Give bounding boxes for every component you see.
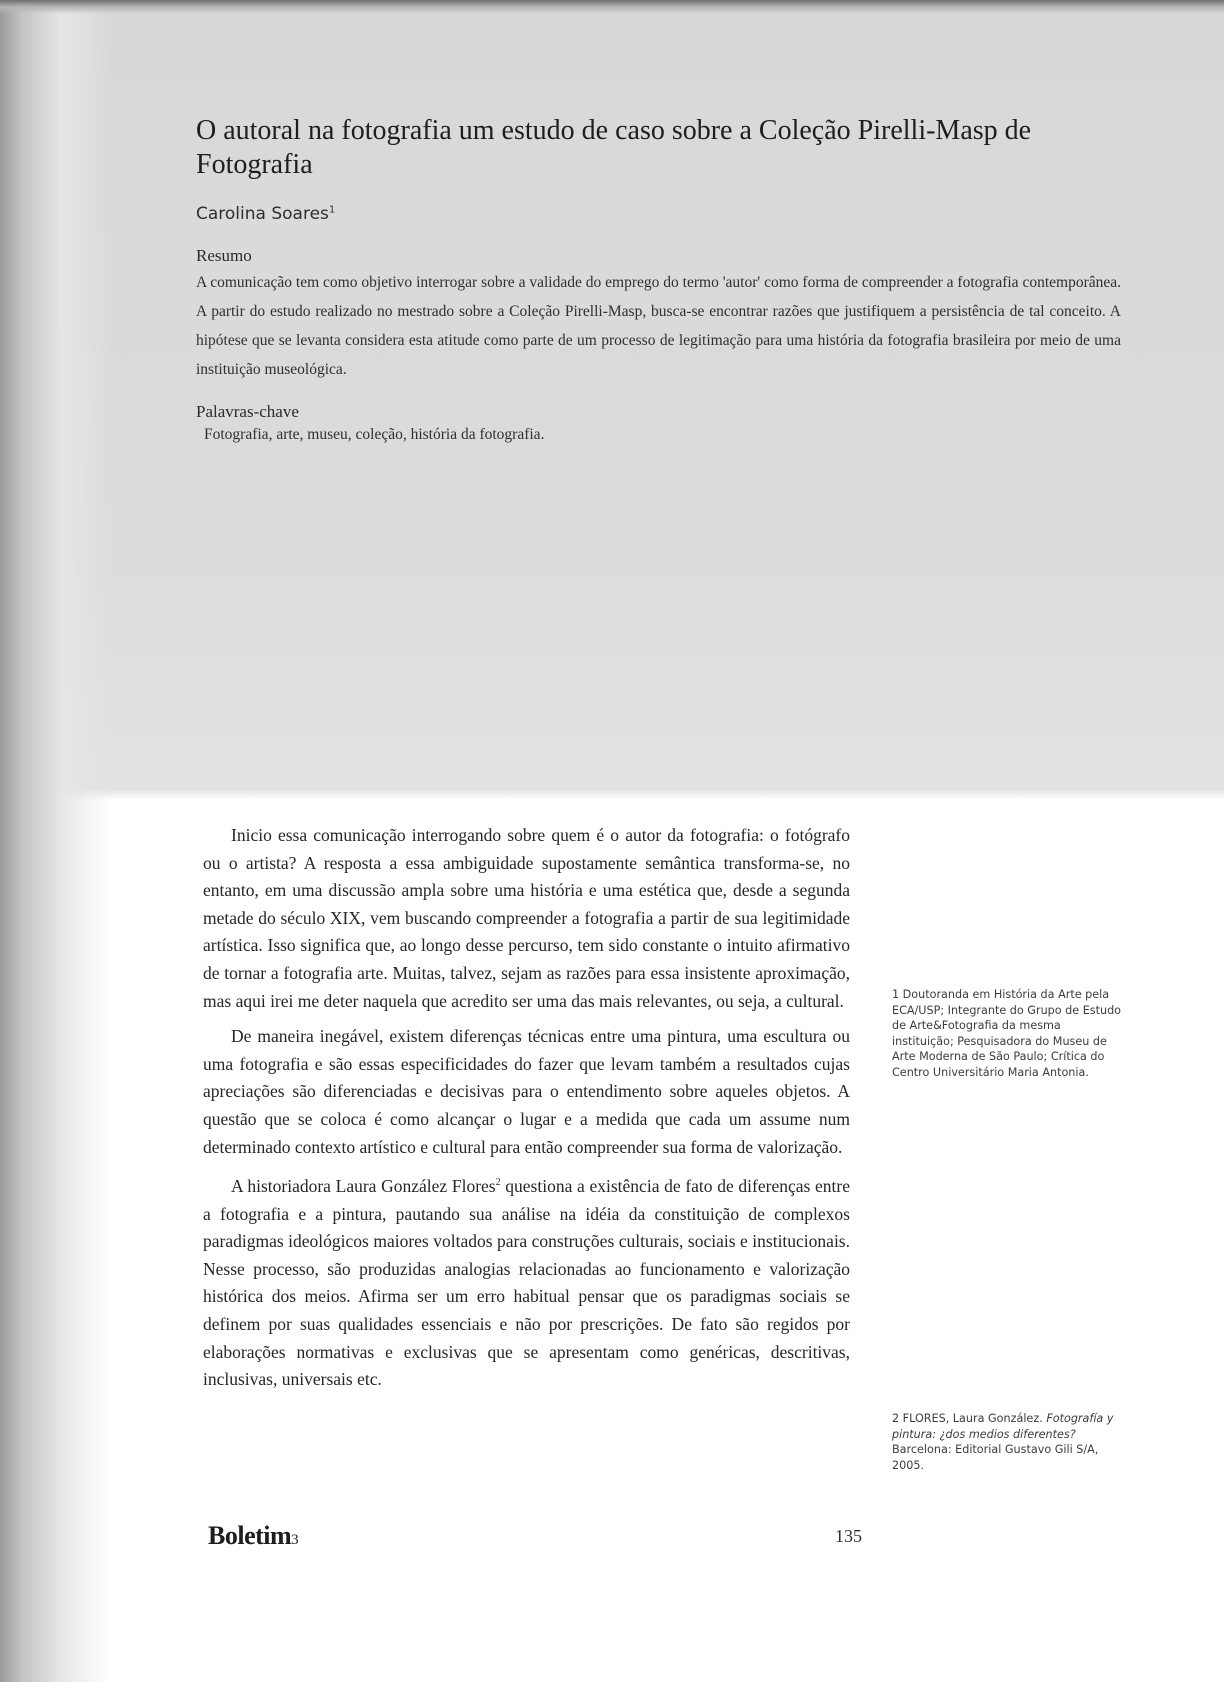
scan-shadow-left bbox=[0, 0, 110, 1682]
article-header bbox=[196, 114, 1121, 444]
abstract-text: A comunicação tem como objetivo interrogar sobre a validade do emprego do termo 'autor' como forma de compreender a fotografia contemporânea. A partir do estudo realizado no mestrado sobre a Coleção Pirelli-Masp, busca-se encontrar razões que justifiquem a persistência de tal conceito. A hipótese que se levanta considera esta atitude como parte de um processo de legitimação para uma história da fotografia brasileira por meio de uma instituição museológica. bbox=[196, 274, 1121, 378]
footnote-mark-2: 2 bbox=[495, 1177, 501, 1189]
article-title: O autoral na fotografia um estudo de caso sobre a Coleção Pirelli-Masp de Fotografia bbox=[196, 115, 1032, 180]
paragraph-3-lead: A historiadora Laura González Flores bbox=[231, 1175, 496, 1196]
body-paragraph-3 bbox=[203, 1169, 850, 1394]
keywords-text: Fotografia, arte, museu, coleção, história da fotografia. bbox=[204, 426, 545, 443]
article-author bbox=[196, 204, 1121, 224]
abstract-heading: Resumo bbox=[196, 246, 252, 265]
scan-shadow-top bbox=[0, 0, 1224, 14]
body-paragraph-1: Inicio essa comunicação interrogando sobre quem é o autor da fotografia: o fotógrafo ou o artista? A resposta a essa ambiguidade supostamente semântica transforma-se, no entanto, em uma discussão ampla sobre uma história e uma estética que, desde a segunda metade do século XIX, vem buscando compreender a fotografia a partir de sua legitimidade artística. Isso significa que, ao longo desse percurso, tem sido constante o intuito afirmativo de tornar a fotografia arte. Muitas, talvez, sejam as razões para essa insistente aproximação, mas aqui irei me deter naquela que acredito ser uma das mais relevantes, ou seja, a cultural. bbox=[203, 825, 850, 1011]
footnote-2-author: 2 FLORES, Laura González. bbox=[892, 1412, 1047, 1425]
paragraph-3-rest: questiona a existência de fato de diferenças entre a fotografia e a pintura, pautando sua análise na idéia da constituição de complexos paradigmas ideológicos maiores voltados para construções culturais, sociais e institucionais. Nesse processo, são produzidas analogias relacionadas ao funcionamento e valorização histórica dos meios. Afirma ser um erro habitual pensar que os paradigmas sociais se definem por suas qualidades essenciais e não por prescrições. De fato são regidos por elaborações normativas e exclusivas que se apresentam como genéricas, descritivas, inclusivas, universais etc. bbox=[203, 1175, 850, 1390]
footnote-2 bbox=[892, 1411, 1124, 1473]
journal-name bbox=[208, 1521, 298, 1551]
footnote-2-publisher: Barcelona: Editorial Gustavo Gili S/A, 2005. bbox=[892, 1443, 1099, 1472]
body-paragraph-2: De maneira inegável, existem diferenças técnicas entre uma pintura, uma escultura ou uma fotografia e são essas especificidades do fazer que levam também a resultados cujas apreciações são diferenciadas e decisivas para o entendimento sobre aqueles objetos. A questão que se coloca é como alcançar o lugar e a medida que cada um assume num determinado contexto artístico e cultural para então compreender sua forma de valorização. bbox=[203, 1026, 850, 1157]
journal-issue: 3 bbox=[291, 1532, 299, 1548]
article-body bbox=[203, 822, 850, 1402]
keywords-heading: Palavras-chave bbox=[196, 402, 299, 421]
footnote-1: 1 Doutoranda em História da Arte pela ECA/USP; Integrante do Grupo de Estudo de Arte&Fotografia da mesma instituição; Pesquisadora do Museu de Arte Moderna de São Paulo; Crítica do Centro Universitário Maria Antonia. bbox=[892, 988, 1122, 1079]
footnote-2-title: Fotografía y pintura: ¿dos medios diferentes? bbox=[892, 1412, 1114, 1441]
author-name: Carolina Soares bbox=[196, 204, 329, 224]
journal-title: Boletim bbox=[208, 1521, 292, 1550]
author-footnote-mark: 1 bbox=[328, 204, 336, 216]
page-number: 135 bbox=[835, 1526, 862, 1546]
